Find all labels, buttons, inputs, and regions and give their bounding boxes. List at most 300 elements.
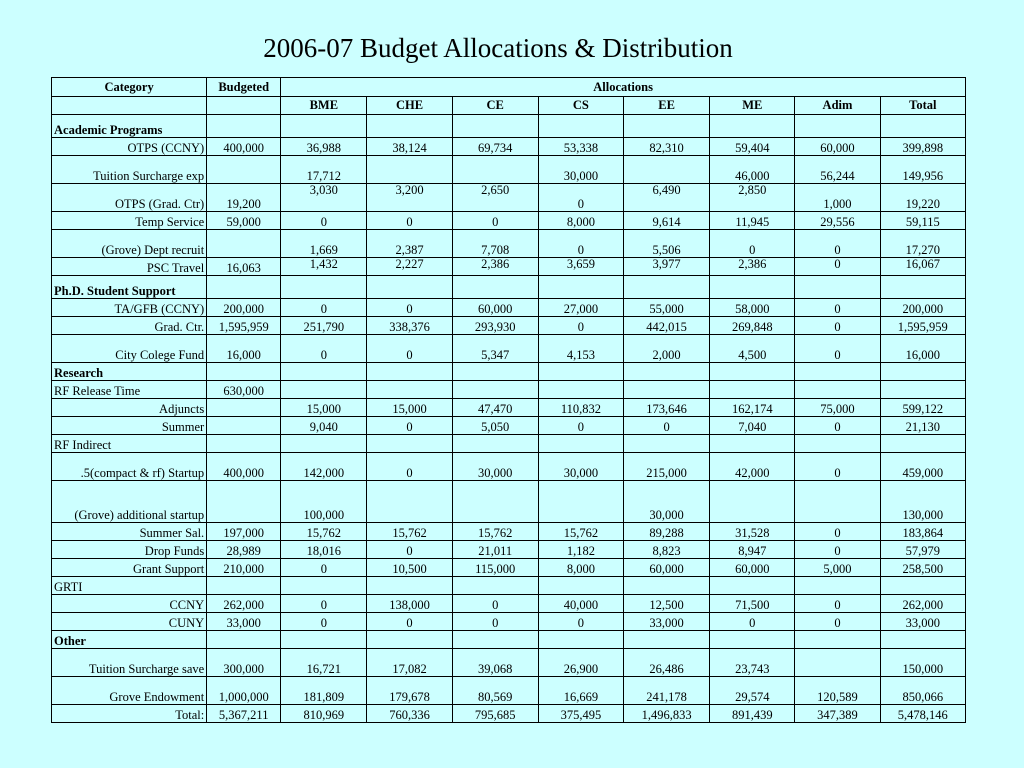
allocation-cell: 3,659 (538, 258, 623, 276)
budget-table (51, 77, 966, 723)
allocation-cell (795, 435, 880, 453)
allocation-cell (538, 435, 623, 453)
row-label: Tuition Surcharge save (52, 649, 207, 677)
allocation-cell: 0 (538, 184, 623, 212)
allocation-cell (710, 435, 795, 453)
allocation-cell: 38,124 (367, 138, 452, 156)
allocation-cell: 29,556 (795, 212, 880, 230)
allocation-cell (452, 156, 538, 184)
table-row (52, 523, 966, 541)
section-row (52, 363, 966, 381)
allocation-cell: 442,015 (624, 317, 710, 335)
row-label: CCNY (52, 595, 207, 613)
table-row (52, 677, 966, 705)
row-label: TA/GFB (CCNY) (52, 299, 207, 317)
allocation-cell: 69,734 (452, 138, 538, 156)
allocation-cell: 36,988 (281, 138, 367, 156)
budgeted-cell (207, 481, 281, 523)
budgeted-cell (207, 156, 281, 184)
allocation-cell: 760,336 (367, 705, 452, 723)
allocation-cell (880, 363, 965, 381)
allocation-cell: 2,227 (367, 258, 452, 276)
allocation-cell: 0 (795, 299, 880, 317)
allocation-cell: 3,977 (624, 258, 710, 276)
allocation-cell: 0 (538, 230, 623, 258)
allocation-cell: 17,270 (880, 230, 965, 258)
budgeted-cell: 28,989 (207, 541, 281, 559)
allocation-cell (624, 381, 710, 399)
allocation-cell (795, 381, 880, 399)
allocation-cell: 2,387 (367, 230, 452, 258)
allocation-cell: 30,000 (538, 453, 623, 481)
allocation-cell: 181,809 (281, 677, 367, 705)
allocation-cell: 18,016 (281, 541, 367, 559)
allocation-cell (367, 115, 452, 138)
allocation-cell (795, 649, 880, 677)
allocation-cell (880, 381, 965, 399)
allocation-cell: 0 (538, 317, 623, 335)
table-row (52, 230, 966, 258)
row-label: GRTI (52, 577, 207, 595)
allocation-cell: 0 (795, 595, 880, 613)
allocation-cell: 59,404 (710, 138, 795, 156)
allocation-cell: 0 (710, 230, 795, 258)
allocation-cell: 7,040 (710, 417, 795, 435)
allocation-cell (538, 631, 623, 649)
section-row (52, 115, 966, 138)
allocation-cell (795, 481, 880, 523)
header-blank (52, 97, 207, 115)
allocation-cell: 162,174 (710, 399, 795, 417)
allocation-cell: 60,000 (795, 138, 880, 156)
allocation-cell: 5,478,146 (880, 705, 965, 723)
allocation-cell: 0 (281, 299, 367, 317)
allocation-cell (452, 481, 538, 523)
allocation-cell (281, 631, 367, 649)
allocation-cell: 59,115 (880, 212, 965, 230)
allocation-cell: 7,708 (452, 230, 538, 258)
allocation-cell: 8,000 (538, 212, 623, 230)
budgeted-cell: 400,000 (207, 453, 281, 481)
allocation-cell: 0 (795, 417, 880, 435)
allocation-cell: 142,000 (281, 453, 367, 481)
header-category: Category (52, 78, 207, 97)
allocation-cell (710, 481, 795, 523)
section-label: Research (52, 363, 207, 381)
allocation-cell (710, 363, 795, 381)
allocation-cell (367, 481, 452, 523)
row-label: CUNY (52, 613, 207, 631)
allocation-cell: 0 (281, 595, 367, 613)
row-label: Tuition Surcharge exp (52, 156, 207, 184)
allocation-cell: 89,288 (624, 523, 710, 541)
allocation-cell: 2,386 (710, 258, 795, 276)
section-label: Academic Programs (52, 115, 207, 138)
table-row (52, 541, 966, 559)
allocation-cell (367, 156, 452, 184)
allocation-cell: 1,000 (795, 184, 880, 212)
allocation-cell (452, 435, 538, 453)
allocation-cell: 183,864 (880, 523, 965, 541)
allocation-cell (710, 276, 795, 299)
allocation-cell (795, 363, 880, 381)
allocation-cell: 31,528 (710, 523, 795, 541)
allocation-cell: 138,000 (367, 595, 452, 613)
allocation-cell: 2,650 (452, 184, 538, 212)
budgeted-cell (207, 399, 281, 417)
allocation-cell: 269,848 (710, 317, 795, 335)
allocation-cell (624, 115, 710, 138)
table-row (52, 649, 966, 677)
budgeted-cell (207, 230, 281, 258)
allocation-cell: 4,153 (538, 335, 623, 363)
allocation-cell: 0 (367, 335, 452, 363)
budgeted-cell: 262,000 (207, 595, 281, 613)
allocation-cell (281, 435, 367, 453)
header-bme: BME (281, 97, 367, 115)
allocation-cell: 80,569 (452, 677, 538, 705)
allocation-cell: 16,000 (880, 335, 965, 363)
table-row (52, 435, 966, 453)
allocation-cell (452, 115, 538, 138)
row-label: PSC Travel (52, 258, 207, 276)
allocation-cell: 262,000 (880, 595, 965, 613)
allocation-cell: 30,000 (452, 453, 538, 481)
allocation-cell (281, 577, 367, 595)
allocation-cell: 0 (538, 417, 623, 435)
allocation-cell: 110,832 (538, 399, 623, 417)
allocation-cell: 1,182 (538, 541, 623, 559)
budgeted-cell: 33,000 (207, 613, 281, 631)
header-me: ME (710, 97, 795, 115)
section-label: Other (52, 631, 207, 649)
budgeted-cell: 59,000 (207, 212, 281, 230)
budgeted-cell: 1,000,000 (207, 677, 281, 705)
allocation-cell: 338,376 (367, 317, 452, 335)
allocation-cell: 5,050 (452, 417, 538, 435)
allocation-cell: 30,000 (538, 156, 623, 184)
allocation-cell: 82,310 (624, 138, 710, 156)
allocation-cell: 0 (281, 335, 367, 363)
allocation-cell: 293,930 (452, 317, 538, 335)
header-allocations: Allocations (281, 78, 966, 97)
allocation-cell: 0 (367, 299, 452, 317)
allocation-cell: 1,432 (281, 258, 367, 276)
allocation-cell: 1,595,959 (880, 317, 965, 335)
table-row (52, 381, 966, 399)
section-row (52, 276, 966, 299)
budgeted-cell (207, 577, 281, 595)
table-row (52, 453, 966, 481)
budgeted-cell (207, 276, 281, 299)
allocation-cell (538, 481, 623, 523)
row-label: OTPS (CCNY) (52, 138, 207, 156)
table-body (52, 115, 966, 723)
allocation-cell (795, 631, 880, 649)
allocation-cell: 15,762 (367, 523, 452, 541)
allocation-cell: 251,790 (281, 317, 367, 335)
allocation-cell: 57,979 (880, 541, 965, 559)
allocation-cell: 3,200 (367, 184, 452, 212)
budgeted-cell: 197,000 (207, 523, 281, 541)
allocation-cell: 16,669 (538, 677, 623, 705)
allocation-cell (880, 276, 965, 299)
allocation-cell (710, 115, 795, 138)
allocation-cell: 15,762 (281, 523, 367, 541)
allocation-cell: 150,000 (880, 649, 965, 677)
budgeted-cell: 16,063 (207, 258, 281, 276)
row-label: Total: (52, 705, 207, 723)
allocation-cell (367, 631, 452, 649)
row-label: .5(compact & rf) Startup (52, 453, 207, 481)
table-row (52, 335, 966, 363)
table-row (52, 212, 966, 230)
allocation-cell (538, 577, 623, 595)
allocation-cell: 5,506 (624, 230, 710, 258)
allocation-cell (880, 435, 965, 453)
allocation-cell (538, 363, 623, 381)
budgeted-cell (207, 435, 281, 453)
allocation-cell: 15,762 (538, 523, 623, 541)
allocation-cell: 19,220 (880, 184, 965, 212)
allocation-cell: 2,000 (624, 335, 710, 363)
header-che: CHE (367, 97, 452, 115)
allocation-cell (795, 115, 880, 138)
allocation-cell (710, 381, 795, 399)
allocation-cell (538, 276, 623, 299)
row-label: OTPS (Grad. Ctr) (52, 184, 207, 212)
allocation-cell: 5,000 (795, 559, 880, 577)
header-blank (207, 97, 281, 115)
allocation-cell: 120,589 (795, 677, 880, 705)
allocation-cell: 0 (281, 212, 367, 230)
allocation-cell: 26,900 (538, 649, 623, 677)
table-row (52, 156, 966, 184)
allocation-cell: 15,000 (367, 399, 452, 417)
allocation-cell: 0 (367, 541, 452, 559)
table-row (52, 317, 966, 335)
budgeted-cell (207, 631, 281, 649)
allocation-cell (367, 276, 452, 299)
header-ce: CE (452, 97, 538, 115)
allocation-cell: 2,386 (452, 258, 538, 276)
allocation-cell (367, 577, 452, 595)
allocation-cell: 0 (795, 453, 880, 481)
row-label: Temp Service (52, 212, 207, 230)
table-row (52, 417, 966, 435)
header-adim: Adim (795, 97, 880, 115)
allocation-cell: 179,678 (367, 677, 452, 705)
allocation-cell: 9,614 (624, 212, 710, 230)
allocation-cell: 23,743 (710, 649, 795, 677)
allocation-cell (710, 631, 795, 649)
allocation-cell: 47,470 (452, 399, 538, 417)
allocation-cell (880, 115, 965, 138)
allocation-cell: 850,066 (880, 677, 965, 705)
allocation-cell (452, 631, 538, 649)
allocation-cell: 0 (452, 212, 538, 230)
allocation-cell (281, 381, 367, 399)
allocation-cell: 810,969 (281, 705, 367, 723)
allocation-cell: 4,500 (710, 335, 795, 363)
allocation-cell: 27,000 (538, 299, 623, 317)
budgeted-cell (207, 363, 281, 381)
allocation-cell (795, 577, 880, 595)
allocation-cell: 71,500 (710, 595, 795, 613)
allocation-cell: 29,574 (710, 677, 795, 705)
row-label: Grove Endowment (52, 677, 207, 705)
row-label: Summer (52, 417, 207, 435)
allocation-cell: 40,000 (538, 595, 623, 613)
budgeted-cell (207, 417, 281, 435)
allocation-cell: 60,000 (710, 559, 795, 577)
header-budgeted: Budgeted (207, 78, 281, 97)
allocation-cell: 347,389 (795, 705, 880, 723)
allocation-cell (281, 115, 367, 138)
row-label: RF Release Time (52, 381, 207, 399)
allocation-cell: 33,000 (624, 613, 710, 631)
allocation-cell: 149,956 (880, 156, 965, 184)
row-label: City Colege Fund (52, 335, 207, 363)
allocation-cell: 3,030 (281, 184, 367, 212)
allocation-cell: 8,947 (710, 541, 795, 559)
page-title: 2006-07 Budget Allocations & Distribution (263, 33, 733, 63)
allocation-cell: 42,000 (710, 453, 795, 481)
allocation-cell (367, 363, 452, 381)
allocation-cell (367, 435, 452, 453)
allocation-cell: 599,122 (880, 399, 965, 417)
allocation-cell: 17,712 (281, 156, 367, 184)
budgeted-cell: 630,000 (207, 381, 281, 399)
allocation-cell: 0 (281, 559, 367, 577)
budgeted-cell: 400,000 (207, 138, 281, 156)
allocation-cell: 21,130 (880, 417, 965, 435)
allocation-cell: 0 (367, 453, 452, 481)
allocation-cell: 33,000 (880, 613, 965, 631)
allocation-cell: 30,000 (624, 481, 710, 523)
allocation-cell: 53,338 (538, 138, 623, 156)
allocation-cell: 21,011 (452, 541, 538, 559)
budgeted-cell (207, 115, 281, 138)
allocation-cell (281, 363, 367, 381)
section-row (52, 631, 966, 649)
table-row (52, 299, 966, 317)
allocation-cell: 6,490 (624, 184, 710, 212)
allocation-cell: 15,762 (452, 523, 538, 541)
table-row (52, 613, 966, 631)
allocation-cell: 0 (367, 212, 452, 230)
allocation-cell: 0 (452, 595, 538, 613)
allocation-cell: 26,486 (624, 649, 710, 677)
allocation-cell: 39,068 (452, 649, 538, 677)
allocation-cell: 258,500 (880, 559, 965, 577)
allocation-cell: 215,000 (624, 453, 710, 481)
allocation-cell: 891,439 (710, 705, 795, 723)
table-row (52, 595, 966, 613)
allocation-cell: 0 (452, 613, 538, 631)
budgeted-cell: 300,000 (207, 649, 281, 677)
allocation-cell (624, 276, 710, 299)
row-label: Drop Funds (52, 541, 207, 559)
allocation-cell: 0 (795, 230, 880, 258)
allocation-cell: 9,040 (281, 417, 367, 435)
table-row (52, 705, 966, 723)
allocation-cell (367, 381, 452, 399)
allocation-cell (624, 156, 710, 184)
allocation-cell: 58,000 (710, 299, 795, 317)
allocation-cell: 16,721 (281, 649, 367, 677)
allocation-cell: 459,000 (880, 453, 965, 481)
allocation-cell: 0 (538, 613, 623, 631)
header-row-2 (52, 97, 966, 115)
allocation-cell (538, 381, 623, 399)
allocation-cell: 2,850 (710, 184, 795, 212)
allocation-cell (880, 577, 965, 595)
allocation-cell: 375,495 (538, 705, 623, 723)
allocation-cell: 10,500 (367, 559, 452, 577)
allocation-cell: 0 (795, 335, 880, 363)
allocation-cell: 0 (795, 258, 880, 276)
allocation-cell: 173,646 (624, 399, 710, 417)
allocation-cell (452, 381, 538, 399)
allocation-cell (452, 276, 538, 299)
allocation-cell (795, 276, 880, 299)
allocation-cell: 56,244 (795, 156, 880, 184)
table-row (52, 399, 966, 417)
allocation-cell: 55,000 (624, 299, 710, 317)
allocation-cell: 75,000 (795, 399, 880, 417)
budgeted-cell: 1,595,959 (207, 317, 281, 335)
allocation-cell (624, 577, 710, 595)
allocation-cell: 1,496,833 (624, 705, 710, 723)
allocation-cell: 5,347 (452, 335, 538, 363)
allocation-cell (452, 577, 538, 595)
allocation-cell: 0 (795, 523, 880, 541)
allocation-cell: 241,178 (624, 677, 710, 705)
row-label: Grad. Ctr. (52, 317, 207, 335)
allocation-cell (624, 435, 710, 453)
table-row (52, 184, 966, 212)
allocation-cell: 130,000 (880, 481, 965, 523)
budgeted-cell: 200,000 (207, 299, 281, 317)
allocation-cell (281, 276, 367, 299)
row-label: (Grove) additional startup (52, 481, 207, 523)
row-label: Grant Support (52, 559, 207, 577)
section-label: Ph.D. Student Support (52, 276, 207, 299)
allocation-cell (710, 577, 795, 595)
allocation-cell: 8,000 (538, 559, 623, 577)
allocation-cell: 0 (710, 613, 795, 631)
table-row (52, 258, 966, 276)
allocation-cell: 60,000 (452, 299, 538, 317)
allocation-cell: 17,082 (367, 649, 452, 677)
budgeted-cell: 5,367,211 (207, 705, 281, 723)
allocation-cell (452, 363, 538, 381)
allocation-cell: 0 (367, 417, 452, 435)
row-label: RF Indirect (52, 435, 207, 453)
budgeted-cell: 210,000 (207, 559, 281, 577)
row-label: Adjuncts (52, 399, 207, 417)
allocation-cell: 0 (281, 613, 367, 631)
allocation-cell: 0 (624, 417, 710, 435)
allocation-cell (624, 631, 710, 649)
allocation-cell: 399,898 (880, 138, 965, 156)
row-label: (Grove) Dept recruit (52, 230, 207, 258)
header-total: Total (880, 97, 965, 115)
table-row (52, 481, 966, 523)
allocation-cell: 60,000 (624, 559, 710, 577)
table-row (52, 577, 966, 595)
